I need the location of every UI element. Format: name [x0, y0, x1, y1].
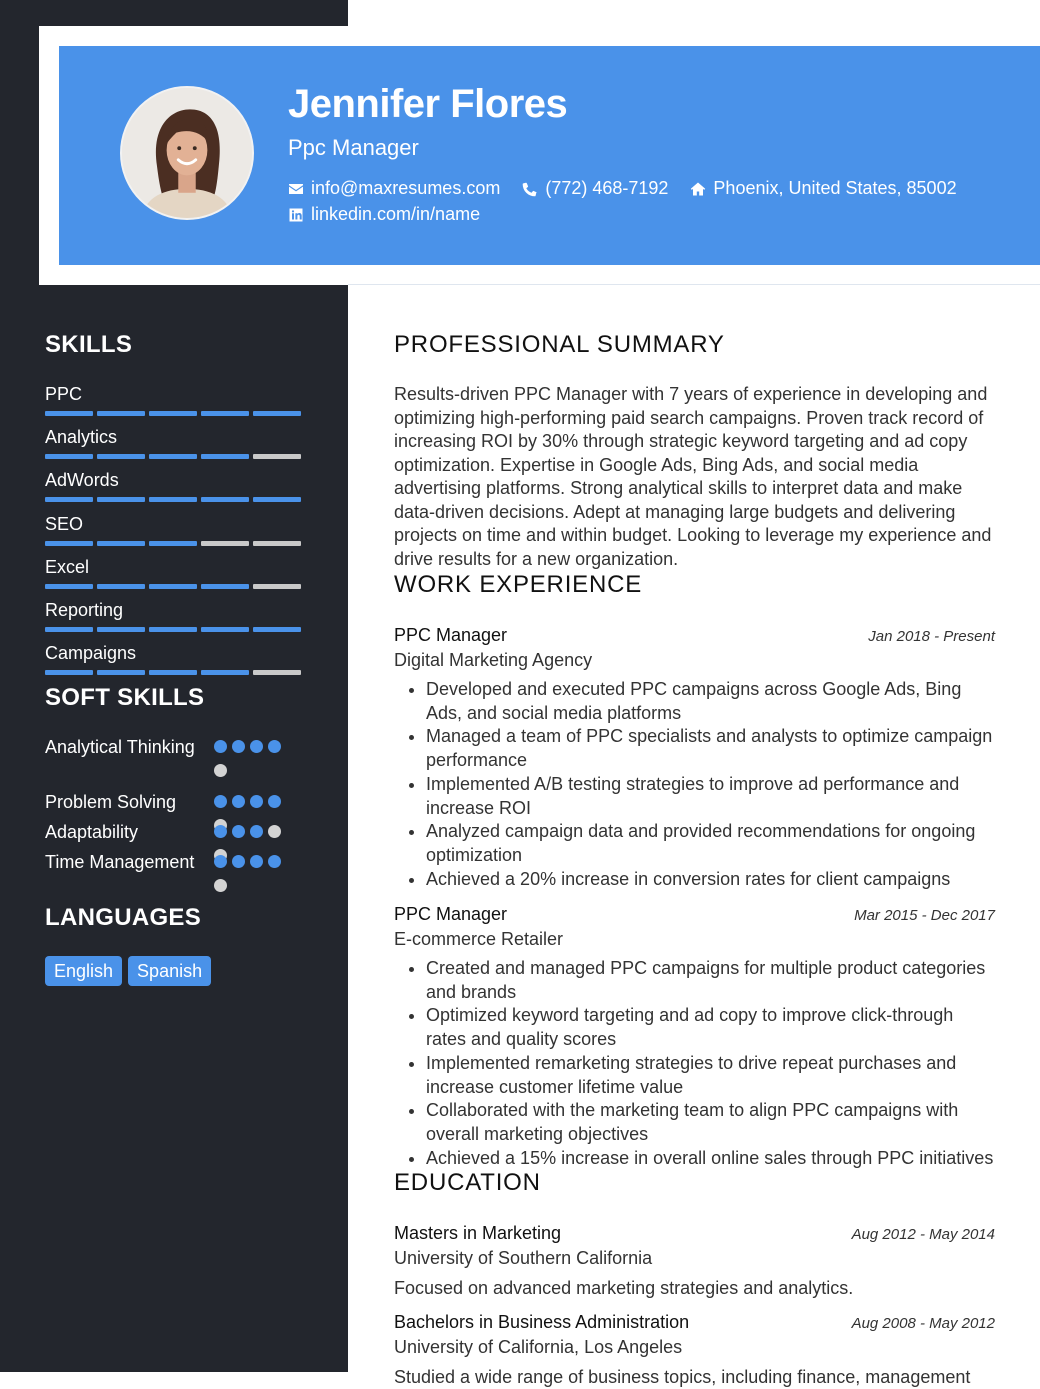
languages-title: LANGUAGES	[45, 904, 202, 931]
skill-level-bar	[45, 541, 301, 546]
rating-dot	[268, 855, 281, 868]
skill-level-bar	[45, 627, 301, 632]
skill-item	[45, 642, 301, 675]
contact-email[interactable]	[288, 178, 500, 199]
skill-level-segment	[149, 584, 197, 589]
rating-dot	[232, 855, 245, 868]
language-tag: Spanish	[128, 956, 211, 986]
contact-phone[interactable]	[522, 178, 668, 199]
envelope-icon	[288, 181, 304, 197]
skill-level-segment	[97, 411, 145, 416]
rating-dot	[268, 740, 281, 753]
school-name: University of Southern California	[394, 1248, 653, 1268]
degree-title: Masters in Marketing	[394, 1223, 562, 1243]
rating-dot	[250, 795, 263, 808]
skill-level-bar	[45, 584, 301, 589]
home-icon	[690, 181, 706, 197]
contact-row	[288, 178, 979, 199]
skill-level-segment	[97, 497, 145, 502]
skill-item	[45, 556, 301, 589]
rating-dot	[232, 825, 245, 838]
rating-dot	[214, 855, 227, 868]
skill-item	[45, 513, 301, 546]
languages-list	[45, 956, 211, 986]
skill-level-segment	[253, 411, 301, 416]
skill-level-segment	[253, 454, 301, 459]
soft-skill-name: Adaptability	[45, 822, 139, 842]
rating-dot	[214, 740, 227, 753]
skill-level-bar	[45, 497, 301, 502]
soft-skill-name: Problem Solving	[45, 792, 177, 812]
skill-name: Excel	[45, 556, 90, 577]
rating-dot	[214, 879, 227, 892]
summary-title: PROFESSIONAL SUMMARY	[394, 331, 725, 358]
rating-dot	[214, 764, 227, 777]
skill-level-segment	[45, 411, 93, 416]
soft-skill-item	[45, 821, 285, 844]
skill-level-segment	[97, 584, 145, 589]
skill-level-segment	[201, 411, 249, 416]
skill-level-segment	[97, 454, 145, 459]
rating-dot	[214, 795, 227, 808]
skill-level-segment	[45, 584, 93, 589]
skill-level-segment	[149, 670, 197, 675]
rating-dot	[250, 855, 263, 868]
skill-level-segment	[253, 497, 301, 502]
linkedin-text: linkedin.com/in/name	[311, 204, 481, 224]
school-name: University of California, Los Angeles	[394, 1337, 683, 1357]
job-bullets	[394, 957, 995, 1170]
education-entry	[394, 1311, 995, 1389]
skill-level-segment	[45, 454, 93, 459]
email-text: info@maxresumes.com	[311, 178, 501, 198]
skill-level-bar	[45, 670, 301, 675]
degree-title: Bachelors in Business Administration	[394, 1312, 690, 1332]
education-description: Studied a wide range of business topics, including finance, management	[394, 1367, 971, 1387]
skills-title: SKILLS	[45, 331, 133, 358]
education-entry	[394, 1222, 995, 1300]
phone-text: (772) 468-7192	[545, 178, 669, 198]
skill-level-segment	[253, 584, 301, 589]
skill-level-segment	[97, 670, 145, 675]
degree-date: Aug 2012 - May 2014	[851, 1226, 995, 1243]
education-title: EDUCATION	[394, 1169, 541, 1196]
skill-name: Campaigns	[45, 643, 137, 664]
skill-level-segment	[149, 497, 197, 502]
skill-item	[45, 469, 301, 502]
bullet: • Implemented remarketing strategies to drive repeat purchases and increase customer lifetime value	[426, 1052, 995, 1099]
location-text: Phoenix, United States, 85002	[713, 178, 957, 198]
skill-level-segment	[253, 627, 301, 632]
rating-dot	[214, 825, 227, 838]
rating-dot	[268, 825, 281, 838]
soft-skill-item	[45, 851, 285, 874]
skill-level-segment	[97, 627, 145, 632]
bullet: • Created and managed PPC campaigns for multiple product categories and brands	[426, 957, 995, 1004]
skill-level-segment	[201, 627, 249, 632]
skill-item	[45, 426, 301, 459]
rating-dot	[268, 795, 281, 808]
job-title: PPC Manager	[394, 904, 508, 924]
contact-linkedin[interactable]	[288, 204, 480, 225]
skill-name: SEO	[45, 513, 84, 534]
skill-level-segment	[149, 627, 197, 632]
summary-text: Results-driven PPC Manager with 7 years of experience in developing and optimizing high-performing paid search campaigns. Proven track record of increasing ROI by 30% through strategic keyword targeting and ad copy optimization. Expertise in Google Ads, Bing Ads, and social media advertising platforms. Strong analytical skills to interpret data and make data-driven decisions. Adept at managing large budgets and delivering projects on time and within budget. Looking to leverage my experience and drive results for a new organization.	[394, 384, 992, 569]
rating-dot	[250, 740, 263, 753]
skill-name: Reporting	[45, 600, 124, 620]
skill-level-segment	[201, 670, 249, 675]
bullet: • Developed and executed PPC campaigns across Google Ads, Bing Ads, and social media platforms	[426, 678, 995, 725]
skill-name: AdWords	[45, 470, 119, 491]
contact-row-2	[288, 204, 502, 225]
skill-level-segment	[45, 627, 93, 632]
bullet: • Achieved a 20% increase in conversion rates for client campaigns	[426, 868, 995, 892]
rating-dot	[232, 795, 245, 808]
rating-dot	[232, 740, 245, 753]
skill-item	[45, 383, 301, 416]
header-divider	[348, 284, 1040, 285]
bullet: • Analyzed campaign data and provided recommendations for ongoing optimization	[426, 820, 995, 867]
skill-item	[45, 599, 301, 632]
skill-level-segment	[201, 497, 249, 502]
header	[59, 46, 1040, 265]
education-description: Focused on advanced marketing strategies and analytics.	[394, 1278, 854, 1298]
job-title: PPC Manager	[394, 625, 508, 645]
skill-level-segment	[201, 454, 249, 459]
skill-level-segment	[45, 497, 93, 502]
rating-dot	[250, 825, 263, 838]
degree-date: Aug 2008 - May 2012	[851, 1315, 995, 1332]
job-bullets	[394, 678, 995, 891]
skill-level-segment	[97, 541, 145, 546]
skill-level-segment	[201, 541, 249, 546]
contact-location	[690, 178, 956, 199]
job-company: E-commerce Retailer	[394, 929, 564, 949]
bullet: • Achieved a 15% increase in overall online sales through PPC initiatives	[426, 1147, 995, 1171]
skill-name: PPC	[45, 384, 83, 404]
bullet: • Optimized keyword targeting and ad copy to improve click-through rates and quality scores	[426, 1004, 995, 1051]
candidate-name: Jennifer Flores	[288, 82, 568, 126]
skill-name: Analytics	[45, 427, 118, 448]
skill-level-bar	[45, 411, 301, 416]
skill-level-segment	[45, 670, 93, 675]
avatar	[120, 86, 254, 220]
bullet: • Implemented A/B testing strategies to improve ad performance and increase ROI	[426, 773, 995, 820]
soft-skill-item	[45, 791, 285, 814]
soft-skill-item	[45, 736, 285, 759]
experience-entry	[394, 624, 995, 891]
skill-level-bar	[45, 454, 301, 459]
skill-level-segment	[149, 454, 197, 459]
soft-skill-name: Analytical Thinking	[45, 737, 195, 757]
phone-icon	[522, 181, 538, 197]
candidate-role: Ppc Manager	[288, 135, 419, 160]
skill-level-segment	[253, 541, 301, 546]
bullet: • Collaborated with the marketing team to align PPC campaigns with overall marketing objectives	[426, 1099, 995, 1146]
job-date: Jan 2018 - Present	[868, 628, 995, 645]
profile-photo	[122, 88, 252, 218]
bullet: • Managed a team of PPC specialists and analysts to optimize campaign performance	[426, 725, 995, 772]
skill-level-segment	[149, 541, 197, 546]
job-date: Mar 2015 - Dec 2017	[854, 907, 995, 924]
skill-level-segment	[201, 584, 249, 589]
skill-level-segment	[149, 411, 197, 416]
soft-skill-name: Time Management	[45, 852, 195, 872]
skill-level-segment	[45, 541, 93, 546]
skill-level-segment	[253, 670, 301, 675]
linkedin-icon	[288, 207, 304, 223]
experience-entry	[394, 903, 995, 1170]
language-tag: English	[45, 956, 122, 986]
experience-title: WORK EXPERIENCE	[394, 571, 643, 598]
soft-skills-title: SOFT SKILLS	[45, 684, 205, 711]
job-company: Digital Marketing Agency	[394, 650, 593, 670]
